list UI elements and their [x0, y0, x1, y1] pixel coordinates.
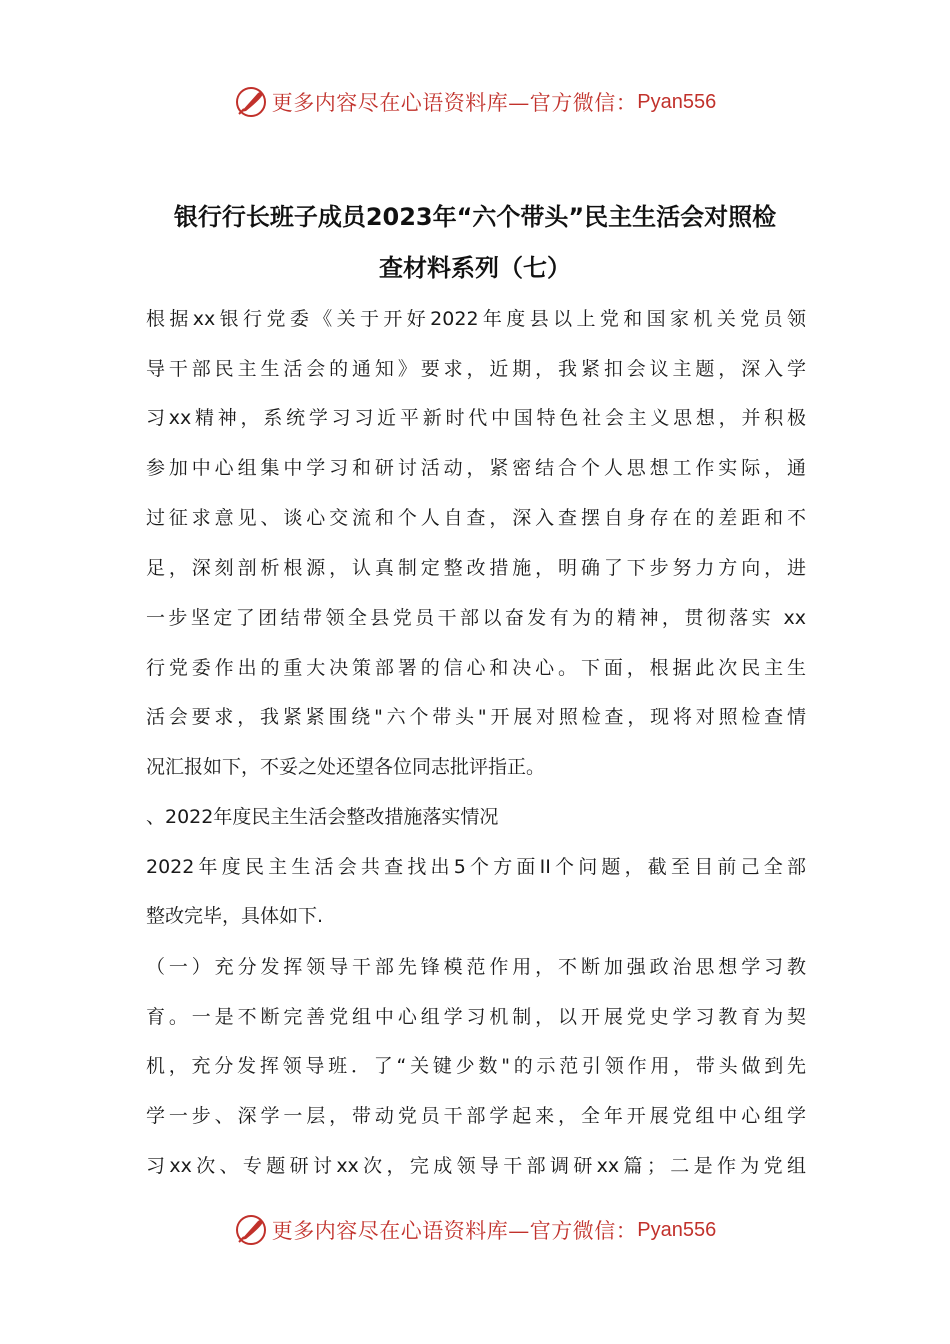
body-line: 况汇报如下，不妥之处还望各位同志批评指正。	[146, 756, 546, 778]
body-line: 活会要求，我紧紧围绕"六个带头"开展对照检查，现将对照检查情	[146, 706, 806, 728]
body-line: 过征求意见、谈心交流和个人自查，深入查摆自身存在的差距和不	[146, 507, 806, 529]
document-title-line-2: 查材料系列（七）	[379, 254, 571, 282]
body-line: 参加中心组集中学习和研讨活动，紧密结合个人思想工作实际，通	[146, 457, 806, 479]
body-line: 整改完毕，具体如下.	[146, 905, 324, 927]
watermark-banner-top	[0, 80, 950, 124]
body-line: 2022年度民主生活会共查找出5个方面II个问题，截至目前己全部	[146, 856, 806, 878]
section-heading: 、2022年度民主生活会整改措施落实情况	[146, 806, 499, 828]
watermark-wechat-id: Pyan556	[637, 90, 717, 113]
body-line: 一步坚定了团结带领全县党员干部以奋发有为的精神，贯彻落实 xx	[146, 607, 806, 629]
body-line: 育。一是不断完善党组中心组学习机制，以开展党史学习教育为契	[146, 1006, 806, 1028]
body-line: 机，充分发挥领导班．了“关键少数"的示范引领作用，带头做到先	[146, 1055, 806, 1077]
body-line: 导干部民主生活会的通知》要求，近期，我紧扣会议主题，深入学	[146, 358, 806, 380]
body-line: 学一步、深学一层，带动党员干部学起来，全年开展党组中心组学	[146, 1105, 806, 1127]
watermark-banner-bottom	[0, 1208, 950, 1252]
body-line: 习xx精神，系统学习习近平新时代中国特色社会主义思想，并积极	[146, 407, 806, 429]
body-line: 根据xx银行党委《关于开好2022年度县以上党和国家机关党员领	[146, 308, 806, 330]
quill-pen-icon	[234, 1213, 268, 1247]
body-line: 行党委作出的重大决策部署的信心和决心。下面，根据此次民主生	[146, 657, 806, 679]
quill-pen-icon	[234, 85, 268, 119]
body-line: 习xx次、专题研讨xx次，完成领导干部调研xx篇；二是作为党组	[146, 1155, 806, 1177]
watermark-text: 更多内容尽在心语资料库—官方微信：	[271, 91, 638, 115]
watermark-wechat-id: Pyan556	[637, 1218, 717, 1241]
document-title-line-1: 银行行长班子成员2023年“六个带头”民主生活会对照检	[173, 203, 777, 231]
body-line: （一）充分发挥领导干部先锋模范作用，不断加强政治思想学习教	[146, 956, 806, 978]
watermark-text: 更多内容尽在心语资料库—官方微信：	[271, 1219, 638, 1243]
body-line: 足，深刻剖析根源，认真制定整改措施，明确了下步努力方向，进	[146, 557, 806, 579]
